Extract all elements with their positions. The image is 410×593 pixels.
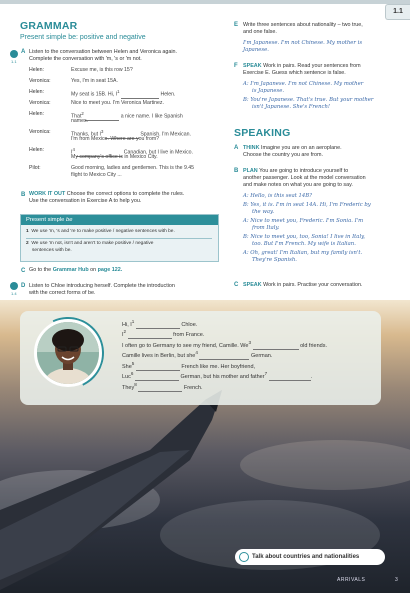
speaking-b-instruction: PLAN You are going to introduce yourself to bbox=[243, 168, 349, 174]
exercise-d-instruction: with the correct forms of be. bbox=[29, 290, 96, 296]
intro-line-7: They$^8$ French. bbox=[122, 382, 203, 391]
audio-icon[interactable] bbox=[10, 50, 18, 58]
exercise-f-instruction: Exercise E. Guess which sentence is false. bbox=[243, 70, 346, 76]
exercise-c-label: C bbox=[21, 268, 26, 274]
handwritten-example: Japanese. bbox=[243, 47, 269, 53]
audio-track: 1.1 bbox=[11, 59, 17, 64]
dialogue-line: My company's office is in Mexico City. bbox=[71, 154, 158, 160]
dialogue-line: I'm from Mexico. Where are you from? bbox=[71, 136, 160, 142]
intro-line-1: Hi, $I^1$ Chloe. bbox=[122, 319, 198, 328]
chloe-introduction-card bbox=[20, 311, 381, 405]
model-conversation: from Italy. bbox=[252, 225, 280, 231]
speaking-title: SPEAKING bbox=[234, 127, 291, 139]
lesson-goal-pill: Talk about countries and nationalities bbox=[235, 549, 385, 565]
rule-1: 1 We use 'm, 's and 're to make positive / negative sentences with be. bbox=[26, 229, 175, 234]
dialogue-line: $I^4$ Canadian, but I live in Mexico. bbox=[71, 147, 193, 156]
rule-2: sentences with be. bbox=[32, 248, 72, 253]
exercise-f-instruction: SPEAK Work in pairs. Read your sentences from bbox=[243, 63, 361, 69]
grammar-rule-box bbox=[20, 214, 219, 262]
exercise-c-instruction: Go to the Grammar Hub on page 122. bbox=[29, 267, 123, 273]
dialogue-line: Yes, I'm in seat 15A. bbox=[71, 78, 118, 84]
dialogue-line: Excuse me, is this row 15? bbox=[71, 67, 133, 73]
speaking-b-instruction: and make notes on what you are going to say. bbox=[243, 182, 353, 188]
speaking-c-label: C bbox=[234, 282, 239, 288]
speaking-a-instruction: Choose the country you are from. bbox=[243, 152, 324, 158]
speaker: Veronica: bbox=[29, 78, 51, 84]
footer-page-number: 3 bbox=[395, 577, 399, 583]
model-conversation: A: Nice to meet you, Frederic. I'm Sonia. I'm bbox=[243, 218, 364, 224]
model-conversation: A: Hello, is this seat 14B? bbox=[243, 193, 313, 199]
audio-track: 1.4 bbox=[11, 291, 17, 296]
gap-2[interactable] bbox=[128, 333, 172, 339]
model-conversation: A: Oh, great! I'm Italian, but my family isn't. bbox=[243, 250, 363, 256]
speaking-a-instruction: THINK Imagine you are on an aeroplane. bbox=[243, 145, 342, 151]
page-link[interactable]: page 122. bbox=[97, 267, 123, 273]
intro-line-2: $I^2$ from France. bbox=[122, 329, 205, 338]
speaking-c-instruction: SPEAK Work in pairs. Practise your conversation. bbox=[243, 282, 363, 288]
exercise-a-instruction: Complete the conversation with 'm, 's or 'm not. bbox=[29, 56, 142, 62]
model-conversation: the way. bbox=[252, 209, 275, 215]
dialogue-line: Good morning, ladies and gentlemen. This is the 9.45 bbox=[71, 165, 195, 171]
speaking-b-label: B bbox=[234, 168, 239, 174]
model-conversation: B: Nice to meet you, too, Sonia! I live in Italy, bbox=[243, 234, 366, 240]
exercise-a-instruction: Listen to the conversation between Helen and Veronica again. bbox=[29, 49, 178, 55]
exercise-b-instruction: Use the conversation in Exercise A to help you. bbox=[29, 198, 142, 204]
speaker: Veronica: bbox=[29, 100, 51, 106]
airplane-wing bbox=[0, 390, 230, 590]
speaking-b-instruction: another passenger. Look at the model conversation bbox=[243, 175, 366, 181]
exercise-b-instruction: WORK IT OUT Choose the correct options to complete the rules. bbox=[29, 191, 185, 197]
dialogue-line: names. bbox=[71, 118, 89, 124]
target-icon bbox=[239, 552, 249, 562]
speaking-a-label: A bbox=[234, 145, 239, 151]
person-portrait-icon bbox=[37, 322, 99, 384]
gap-1[interactable] bbox=[121, 93, 159, 99]
grammar-subtitle: Present simple be: positive and negative bbox=[20, 34, 146, 41]
unit-badge: 1.1 bbox=[385, 4, 410, 20]
exercise-d-instruction: Listen to Chloe introducing herself. Complete the introduction bbox=[29, 283, 175, 289]
chloe-photo bbox=[34, 319, 102, 387]
dialogue-line: flight to Mexico City ... bbox=[71, 172, 122, 178]
gap-4[interactable] bbox=[199, 354, 249, 360]
dialogue-line: Nice to meet you. I'm Veronica Martinez. bbox=[71, 100, 164, 106]
intro-line-3: I often go to Germany to see my friend, Camille. We$^3$ old friends. bbox=[122, 340, 327, 349]
audio-icon[interactable] bbox=[10, 282, 18, 290]
exercise-e-label: E bbox=[234, 22, 239, 28]
handwritten-example: is Japanese. bbox=[252, 88, 285, 94]
speaker: Helen: bbox=[29, 147, 44, 153]
handwritten-example: isn't Japanese. She's French! bbox=[252, 104, 330, 110]
top-bar bbox=[0, 0, 410, 4]
intro-line-6: Luc$^6$ German, but his mother and father$^7$ . bbox=[122, 371, 313, 380]
handwritten-example: A: I'm Japanese. I'm not Chinese. My mother bbox=[243, 81, 364, 87]
speaker: Helen: bbox=[29, 89, 44, 95]
speaker: Pilot: bbox=[29, 165, 41, 171]
model-conversation: B: Yes, it is. I'm in seat 14A. Hi, I'm Frederic by bbox=[243, 202, 371, 208]
exercise-f-label: F bbox=[234, 63, 238, 69]
footer-section: ARRIVALS bbox=[337, 577, 366, 583]
exercise-d-label: D bbox=[21, 283, 26, 289]
model-conversation: too. But I'm French. My wife is Italian. bbox=[252, 241, 356, 247]
speaker: Veronica: bbox=[29, 129, 51, 135]
exercise-e-instruction: Write three sentences about nationality – two true, bbox=[243, 22, 363, 28]
dialogue-line: My seat is 15B. Hi, $I^1$ Helen. bbox=[71, 89, 176, 98]
speaker: Helen: bbox=[29, 67, 44, 73]
intro-line-4: Camille lives in Berlin, but she$^4$ German. bbox=[122, 350, 273, 359]
dialogue-line: That$^2$ a nice name. I like Spanish bbox=[71, 111, 183, 120]
gap-6[interactable] bbox=[135, 375, 179, 381]
exercise-a-label: A bbox=[21, 49, 26, 55]
intro-line-5: She$^5$ French like me. Her boyfriend, bbox=[122, 361, 256, 370]
handwritten-example: I'm Japanese. I'm not Chinese. My mother is bbox=[243, 40, 363, 46]
model-conversation: They're Spanish. bbox=[252, 257, 297, 263]
grammar-box-title: Present simple be bbox=[21, 215, 218, 225]
gap-8[interactable] bbox=[138, 386, 182, 392]
dialogue-line: Thanks, but $I^3$ Spanish. I'm Mexican. bbox=[71, 129, 191, 138]
exercise-b-label: B bbox=[21, 192, 26, 198]
conversation bbox=[29, 67, 229, 187]
handwritten-example: B: You're Japanese. That's true. But your mother bbox=[243, 97, 374, 103]
rule-2: 2 We use 'm not, isn't and aren't to make positive / negative bbox=[26, 241, 154, 246]
gap-7[interactable] bbox=[269, 375, 311, 381]
grammar-title: GRAMMAR bbox=[20, 20, 78, 32]
speaker: Helen: bbox=[29, 111, 44, 117]
exercise-e-instruction: and one false. bbox=[243, 29, 277, 35]
grammar-hub-link[interactable]: Grammar Hub bbox=[52, 267, 89, 273]
